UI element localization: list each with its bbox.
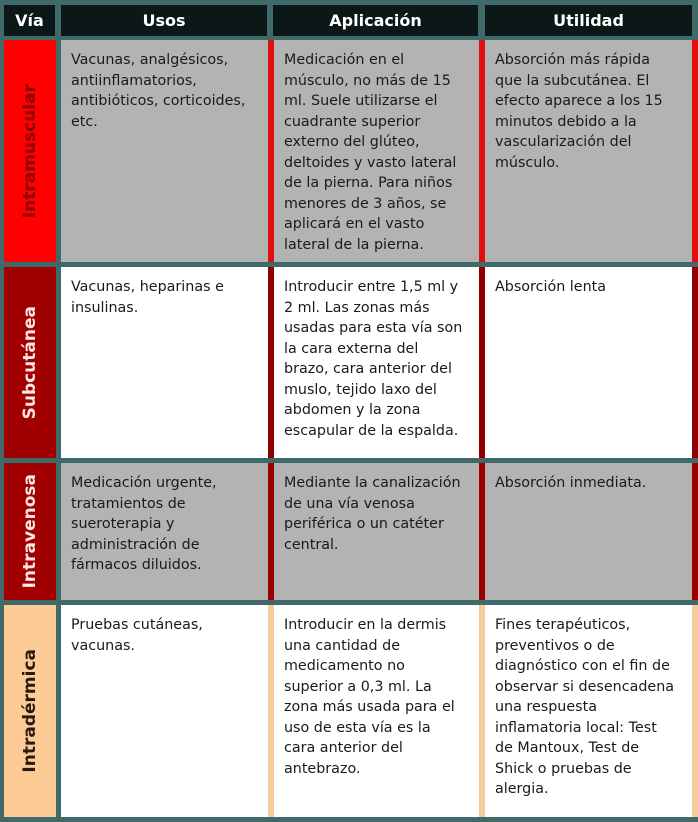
via-label-cell	[4, 605, 56, 817]
aplicacion-cell: Medicación en el músculo, no más de 15 ml. Suele utilizarse el cuadrante superior externo del glúteo, deltoides y vasto lateral de la pierna. Para niños menores de 3 años, se aplicará en el vasto lateral de la pierna.	[274, 40, 479, 262]
column-divider	[692, 605, 698, 817]
via-label-cell	[4, 267, 56, 458]
via-label: Subcutánea	[20, 305, 40, 420]
header-via: Vía	[4, 5, 55, 36]
utilidad-cell: Absorción más rápida que la subcutánea. El efecto aparece a los 15 minutos debido a la vascularización del músculo.	[485, 40, 692, 262]
usos-cell: Medicación urgente, tratamientos de sueroterapia y administración de fármacos diluidos.	[61, 463, 268, 600]
column-divider	[692, 40, 698, 262]
aplicacion-cell: Introducir en la dermis una cantidad de medicamento no superior a 0,3 ml. La zona más usada para el uso de esta vía es la cara anterior del antebrazo.	[274, 605, 479, 817]
aplicacion-cell: Mediante la canalización de una vía venosa periférica o un catéter central.	[274, 463, 479, 600]
via-label-cell	[4, 40, 56, 262]
utilidad-cell: Absorción lenta	[485, 267, 692, 458]
via-label: Intramuscular	[20, 83, 40, 219]
row-intramuscular	[4, 40, 698, 262]
header-usos: Usos	[61, 5, 267, 36]
via-label: Intravenosa	[20, 474, 40, 589]
via-label: Intradérmica	[20, 649, 40, 773]
header-aplicacion: Aplicación	[273, 5, 478, 36]
via-label-cell	[4, 463, 56, 600]
column-divider	[692, 267, 698, 458]
row-subcutanea	[4, 267, 698, 458]
usos-cell: Vacunas, analgésicos, antiinflamatorios, antibióticos, corticoides, etc.	[61, 40, 268, 262]
usos-cell: Pruebas cutáneas, vacunas.	[61, 605, 268, 817]
header-utilidad: Utilidad	[485, 5, 692, 36]
row-intradermica	[4, 605, 698, 817]
column-divider	[692, 463, 698, 600]
utilidad-cell: Absorción inmediata.	[485, 463, 692, 600]
usos-cell: Vacunas, heparinas e insulinas.	[61, 267, 268, 458]
utilidad-cell: Fines terapéuticos, preventivos o de diagnóstico con el fin de observar si desencadena una respuesta inflamatoria local: Test de Mantoux, Test de Shick o pruebas de alergia.	[485, 605, 692, 817]
row-intravenosa	[4, 463, 698, 600]
aplicacion-cell: Introducir entre 1,5 ml y 2 ml. Las zonas más usadas para esta vía son la cara externa del brazo, cara anterior del muslo, tejido laxo del abdomen y la zona escapular de la espalda.	[274, 267, 479, 458]
